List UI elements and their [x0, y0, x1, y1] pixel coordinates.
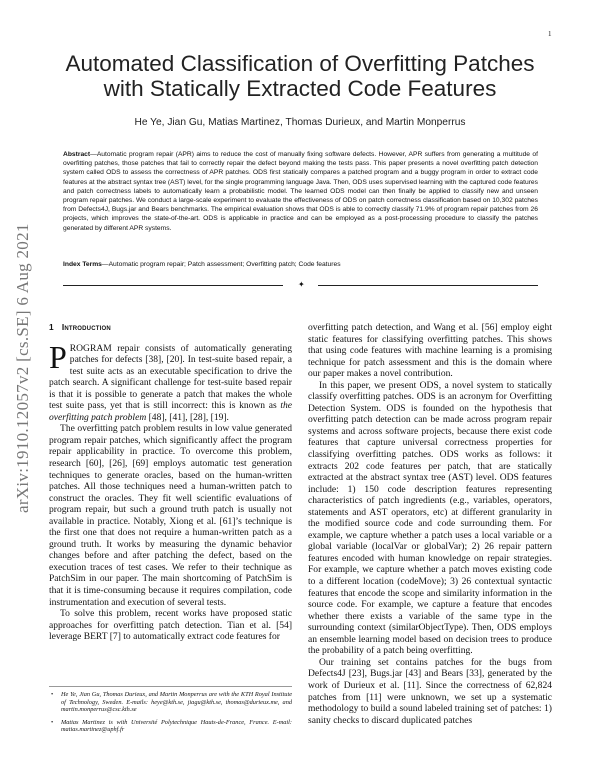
- index-terms-text: —Automatic program repair; Patch assessment; Overfitting patch; Code features: [101, 261, 341, 268]
- intro-paragraph-5: In this paper, we present ODS, a novel system to statically classify overfitting patches. ODS is an acronym for Overfitting Detection System. ODS is founded on the hypothesis that overfitting patch detection can be made across program repair systems and across software projects, because there exist code features that capture universal correctness properties for classifying overfitting patches. ODS works as follows: it extracts 202 code features per patch, that are statically extracted at the abstract syntax tree (AST) level. ODS features include: 1) 150 code description features representing characteristics of patch ingredients (e.g., variables, operators, statements and AST operators, etc) at different granularity in the modified source code and code surrounding them. For example, we capture whether a patch uses a local variable or a global variable (localVar or globalVar); 2) 26 repair pattern features encoded with human knowledge on repair strategies. For example, we capture whether a patch moves existing code to a different location (codeMove); 3) 26 contextual syntactic features that encode the scope and similarity information in the source code. For example, we capture a feature that encodes whether there exists a variable of the same type in the surrounding context (similarObjectType). Then, ODS employs an ensemble learning model based on decision trees to produce the probability of a patch being overfitting.: [308, 379, 552, 657]
- drop-cap: P: [49, 338, 67, 375]
- author-list: He Ye, Jian Gu, Matias Martinez, Thomas Durieux, and Martin Monperrus: [134, 117, 466, 128]
- divider-line-left: [63, 285, 283, 286]
- divider-line-right: [318, 285, 538, 286]
- abstract: [63, 150, 538, 233]
- footnotes: [49, 691, 292, 739]
- divider-diamond-icon: ✦: [298, 280, 305, 289]
- title-line-1: Automated Classification of Overfitting Patches: [65, 51, 535, 76]
- index-terms: [63, 260, 538, 269]
- section-heading: [49, 322, 292, 334]
- drop-cap-continuation: ROGRAM: [69, 342, 112, 354]
- paper-title: [55, 51, 545, 101]
- intro-paragraph-2: The overfitting patch problem results in low value generated program repair patches, which significantly affect the program repair applicability in practice. To overcome this problem, research [60], [26], [69] employs automatic test generation techniques to generate oracles, based on the human-written patches. All those techniques need a human-written patch to construct the oracles. They fit well scientific evaluations of program repair, but such a ground truth patch is usually not available in practice. Notably, Xiong et al. [61]’s technique is the first one that does not require a human-written patch as a ground truth. It works by measuring the dynamic behavior changes before and after patching the defect, based on the execution traces of test cases. We refer to their technique as PatchSim in our paper. The main shortcoming of PatchSim is that it is time-consuming because it requires compilation, code instrumentation and execution of several tests.: [49, 423, 292, 608]
- arxiv-identifier: arXiv:1910.12057v2 [cs.SE] 6 Aug 2021: [13, 223, 32, 513]
- section-number: 1: [49, 322, 54, 332]
- intro-paragraph-4: overfitting patch detection, and Wang et al. [56] employ eight static features for classifying overfitting patches. This shows that using code features with machine learning is a promising technique for patch assessment and this is the domain where our paper makes a novel contribution.: [308, 322, 552, 380]
- footnote-rule: [49, 686, 292, 687]
- section-title: Introduction: [61, 322, 111, 332]
- abstract-label: Abstract: [63, 151, 91, 158]
- index-terms-label: Index Terms: [63, 261, 102, 268]
- intro-paragraph-6: Our training set contains patches for the bugs from Defects4J [23], Bugs.jar [43] and Bears [33], generated by the work of Durieux et al. [11]. Since the correctness of 62,824 patches from [11] were unknown, we set up a systematic methodology to build a sound labeled training set of patches: 1) sanity checks to discard duplicated patches: [308, 656, 552, 726]
- abstract-text: —Automatic program repair (APR) aims to reduce the cost of manually fixing software defects. However, APR suffers from generating a multitude of overfitting patches, those patches that fail to correctly repair the defect beyond making the tests pass. This paper presents a novel overfitting patch detection system called ODS to assess the correctness of APR patches. ODS first statically compares a patched program and a buggy program in order to extract code features at the abstract syntax tree (AST) level, for the single programming language Java. Then, ODS uses supervised learning with the captured code features and patch correctness labels to automatically learn a probabilistic model. The learned ODS model can then finally be applied to classify new and unseen program repair patches. We conduct a large-scale experiment to evaluate the effectiveness of ODS on patch correctness classification based on 10,302 patches from Defects4J, Bugs.jar and Bears benchmarks. The empirical evaluation shows that ODS is able to correctly classify 71.9% of program repair patches from 26 projects, which improves the state-of-the-art. ODS is applicable in practice and can be employed as a post-processing procedure to classify the patches generated by different APR systems.: [63, 151, 538, 232]
- footnote-1: • He Ye, Jian Gu, Thomas Durieux, and Martin Monperrus are with the KTH Royal Institute of Technology, Sweden. E-mails: heye@kth.se, jiagu@kth.se, thomas@durieux.me, and martin.monperrus@csc.kth.se: [51, 691, 292, 714]
- footnote-2: • Matias Martinez is with Université Polytechnique Hauts-de-France, France. E-mail: matias.martinez@uphf.fr: [51, 718, 292, 734]
- intro-paragraph-1: PROGRAM repair consists of automatically generating patches for defects [38], [20]. In test-suite based repair, a test suite acts as an executable specification to drive the patch search. A significant challenge for test-suite based repair is that it is possible to generate a patch that makes the whole test suite pass, yet that is still incorrect: this is known as the overfitting patch problem [48], [41], [28], [19].: [49, 338, 292, 423]
- page-number: 1: [548, 30, 552, 38]
- footnote-bullet-icon: •: [51, 718, 54, 726]
- intro-paragraph-3: To solve this problem, recent works have proposed static approaches for overfitting patch detection. Tian et al. [54] leverage BERT [7] to automatically extract code features for: [49, 608, 292, 643]
- right-column: [308, 322, 552, 726]
- footnote-bullet-icon: •: [51, 691, 54, 698]
- emphasis-term: the overfitting patch problem: [49, 400, 292, 423]
- title-line-2: with Statically Extracted Code Features: [103, 76, 497, 101]
- left-column: [49, 322, 292, 643]
